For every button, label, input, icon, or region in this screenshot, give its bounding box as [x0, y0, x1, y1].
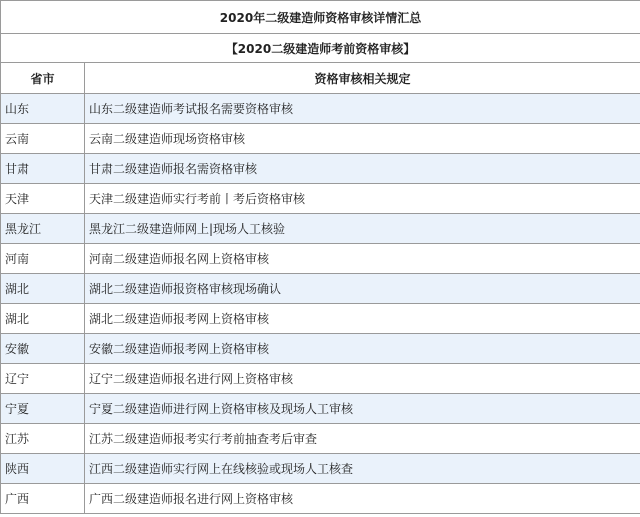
table-row — [1, 154, 640, 184]
province-cell: 江苏 — [1, 424, 85, 454]
rule-cell: 江西二级建造师实行网上在线核验或现场人工核查 — [85, 454, 640, 484]
table-row — [1, 334, 640, 364]
table-row — [1, 424, 640, 454]
table-row — [1, 304, 640, 334]
rule-cell: 山东二级建造师考试报名需要资格审核 — [85, 94, 640, 124]
province-cell: 湖北 — [1, 274, 85, 304]
rule-cell: 湖北二级建造师报考网上资格审核 — [85, 304, 640, 334]
table-row — [1, 274, 640, 304]
rule-cell: 湖北二级建造师报资格审核现场确认 — [85, 274, 640, 304]
table-row — [1, 484, 640, 514]
table-subtitle-row — [1, 34, 640, 63]
table-subtitle: 【2020二级建造师考前资格审核】 — [1, 34, 640, 63]
province-cell: 宁夏 — [1, 394, 85, 424]
province-cell: 湖北 — [1, 304, 85, 334]
table-row — [1, 184, 640, 214]
table-header-row — [1, 63, 640, 94]
rule-cell: 安徽二级建造师报考网上资格审核 — [85, 334, 640, 364]
table-row — [1, 364, 640, 394]
rule-cell: 天津二级建造师实行考前丨考后资格审核 — [85, 184, 640, 214]
rule-cell: 云南二级建造师现场资格审核 — [85, 124, 640, 154]
province-cell: 云南 — [1, 124, 85, 154]
rule-cell: 宁夏二级建造师进行网上资格审核及现场人工审核 — [85, 394, 640, 424]
table-row — [1, 214, 640, 244]
table-title: 2020年二级建造师资格审核详情汇总 — [1, 1, 640, 34]
table-row — [1, 244, 640, 274]
province-cell: 山东 — [1, 94, 85, 124]
rule-cell: 黑龙江二级建造师网上|现场人工核验 — [85, 214, 640, 244]
province-cell: 甘肃 — [1, 154, 85, 184]
table-row — [1, 94, 640, 124]
province-cell: 辽宁 — [1, 364, 85, 394]
rule-cell: 广西二级建造师报名进行网上资格审核 — [85, 484, 640, 514]
header-province: 省市 — [1, 63, 85, 94]
rule-cell: 河南二级建造师报名网上资格审核 — [85, 244, 640, 274]
rule-cell: 甘肃二级建造师报名需资格审核 — [85, 154, 640, 184]
rule-cell: 江苏二级建造师报考实行考前抽查考后审查 — [85, 424, 640, 454]
province-cell: 天津 — [1, 184, 85, 214]
province-cell: 安徽 — [1, 334, 85, 364]
rule-cell: 辽宁二级建造师报名进行网上资格审核 — [85, 364, 640, 394]
province-cell: 陕西 — [1, 454, 85, 484]
province-cell: 黑龙江 — [1, 214, 85, 244]
table-title-row — [1, 1, 640, 34]
table-row — [1, 124, 640, 154]
header-rule: 资格审核相关规定 — [85, 63, 640, 94]
table-row — [1, 394, 640, 424]
province-cell: 河南 — [1, 244, 85, 274]
table-row — [1, 454, 640, 484]
province-cell: 广西 — [1, 484, 85, 514]
